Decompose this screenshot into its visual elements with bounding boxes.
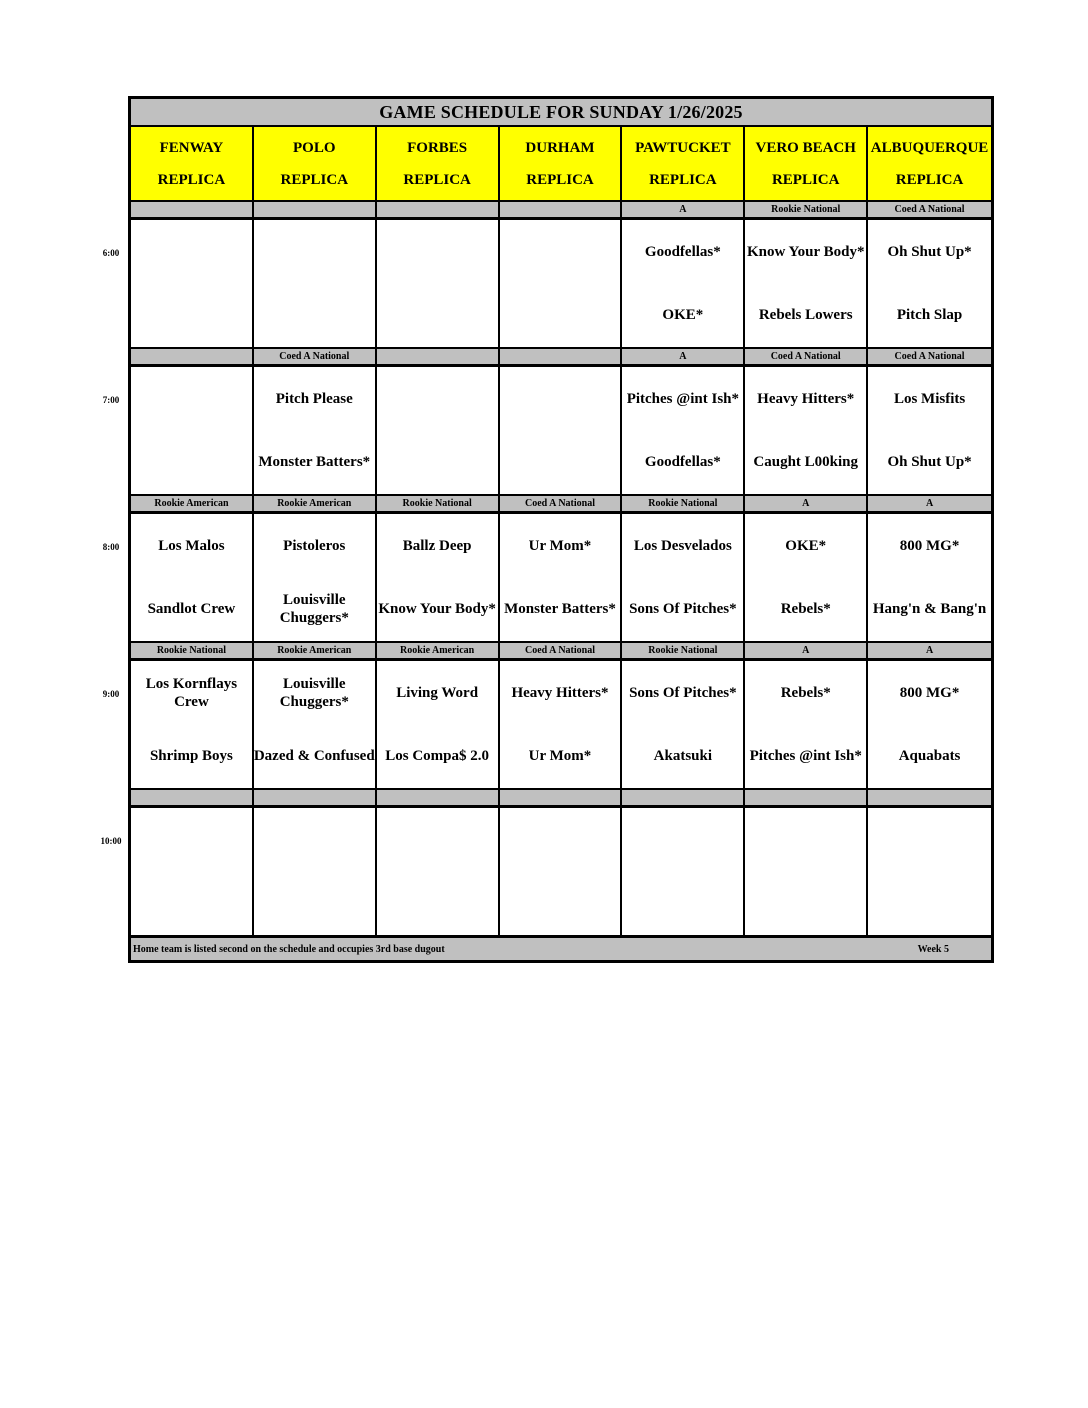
away-team <box>377 379 498 419</box>
division-label <box>622 790 745 805</box>
division-label: Rookie National <box>131 643 254 658</box>
division-label <box>500 790 623 805</box>
away-team: Heavy Hitters* <box>511 685 609 701</box>
game-cell <box>868 661 991 788</box>
game-cell <box>622 367 745 494</box>
game-cell <box>377 220 500 347</box>
game-cell <box>500 220 623 347</box>
game-cell <box>377 808 500 935</box>
away-team <box>131 379 252 419</box>
away-team: 800 MG* <box>899 685 960 701</box>
game-row <box>131 514 991 641</box>
division-row <box>131 200 991 220</box>
division-label: A <box>622 349 745 364</box>
game-cell <box>254 367 377 494</box>
away-team: Los Kornflays Crew <box>145 676 238 710</box>
division-label: A <box>868 496 991 511</box>
away-team: Pistoleros <box>283 538 346 554</box>
field-name: ALBUQUERQUE <box>870 140 989 157</box>
away-team: Oh Shut Up* <box>887 244 972 260</box>
game-cell <box>500 367 623 494</box>
field-sub: REPLICA <box>157 171 226 188</box>
home-team: Shrimp Boys <box>149 748 233 764</box>
away-team: Louisville Chuggers* <box>279 676 349 710</box>
game-row <box>131 220 991 347</box>
game-cell <box>868 514 991 641</box>
field-sub: REPLICA <box>280 171 349 188</box>
division-label: Coed A National <box>868 349 991 364</box>
division-label: A <box>622 202 745 217</box>
division-row <box>131 347 991 367</box>
field-name: POLO <box>293 140 336 157</box>
time-label: 9:00 <box>102 689 120 699</box>
away-team <box>131 232 252 272</box>
game-cell <box>868 367 991 494</box>
away-team <box>500 232 621 272</box>
home-team: Dazed & Confused <box>253 748 375 764</box>
away-team <box>254 232 375 272</box>
division-label <box>254 790 377 805</box>
field-header-fenway <box>131 127 254 200</box>
away-team <box>377 820 498 860</box>
field-sub: REPLICA <box>403 171 471 188</box>
home-team <box>377 442 498 482</box>
division-label: Rookie American <box>377 643 500 658</box>
home-team <box>131 442 252 482</box>
home-team <box>377 295 498 335</box>
time-label: 10:00 <box>100 836 122 846</box>
home-team <box>622 883 743 923</box>
field-header-row <box>131 127 991 200</box>
division-label <box>868 790 991 805</box>
field-header-durham <box>500 127 623 200</box>
home-team: Goodfellas* <box>644 454 721 470</box>
division-label: Rookie National <box>622 643 745 658</box>
week-label: Week 5 <box>917 943 949 955</box>
field-sub: REPLICA <box>649 171 717 188</box>
division-label <box>377 202 500 217</box>
division-label <box>377 349 500 364</box>
field-name: DURHAM <box>525 140 595 157</box>
field-sub: REPLICA <box>526 171 594 188</box>
away-team: Pitches @int Ish* <box>626 391 739 407</box>
division-row <box>131 494 991 514</box>
away-team <box>622 820 743 860</box>
home-team <box>868 883 991 923</box>
home-team: Caught L00king <box>753 454 859 470</box>
home-team-note: Home team is listed second on the schedule and occupies 3rd base dugout <box>133 943 445 955</box>
game-cell <box>500 514 623 641</box>
division-label: A <box>745 643 868 658</box>
time-label: 8:00 <box>102 542 120 552</box>
home-team: Rebels* <box>780 601 831 617</box>
away-team: Sons Of Pitches* <box>629 685 737 701</box>
division-label: Rookie National <box>377 496 500 511</box>
away-team <box>745 820 866 860</box>
away-team <box>377 232 498 272</box>
game-cell <box>622 514 745 641</box>
home-team <box>500 442 621 482</box>
home-team <box>131 883 252 923</box>
division-label: Rookie American <box>131 496 254 511</box>
away-team <box>500 379 621 419</box>
division-label: Rookie National <box>622 496 745 511</box>
game-cell <box>622 220 745 347</box>
away-team <box>500 820 621 860</box>
home-team <box>745 883 866 923</box>
schedule-footer <box>131 935 991 960</box>
game-cell <box>622 808 745 935</box>
division-label <box>500 349 623 364</box>
away-team <box>131 820 252 860</box>
away-team: Los Desvelados <box>633 538 732 554</box>
game-row <box>131 808 991 935</box>
field-name: FORBES <box>407 140 468 157</box>
game-cell <box>131 220 254 347</box>
away-team: Goodfellas* <box>644 244 721 260</box>
home-team: Oh Shut Up* <box>887 454 972 470</box>
away-team: Los Malos <box>158 538 225 554</box>
away-team: Living Word <box>396 685 479 701</box>
division-label: Rookie American <box>254 643 377 658</box>
away-team: 800 MG* <box>899 538 960 554</box>
away-team: Pitch Please <box>275 391 353 407</box>
game-cell <box>254 661 377 788</box>
away-team <box>868 820 991 860</box>
field-header-pawtucket <box>622 127 745 200</box>
home-team: Know Your Body* <box>378 601 496 617</box>
game-cell <box>377 661 500 788</box>
field-name: VERO BEACH <box>755 140 856 157</box>
home-team: Hang'n & Bang'n <box>872 601 987 617</box>
home-team <box>377 883 498 923</box>
game-cell <box>745 514 868 641</box>
away-team: Ur Mom* <box>528 538 592 554</box>
away-team: Ballz Deep <box>402 538 472 554</box>
time-slots <box>131 200 991 935</box>
home-team <box>500 883 621 923</box>
division-label: Rookie National <box>745 202 868 217</box>
field-name: PAWTUCKET <box>635 140 731 157</box>
division-label: Coed A National <box>254 349 377 364</box>
division-label <box>377 790 500 805</box>
game-cell <box>254 220 377 347</box>
home-team: Louisville Chuggers* <box>279 592 349 626</box>
game-cell <box>622 661 745 788</box>
division-row <box>131 641 991 661</box>
game-cell <box>500 661 623 788</box>
home-team <box>254 883 375 923</box>
home-team: Pitches @int Ish* <box>749 748 862 764</box>
away-team: Heavy Hitters* <box>757 391 855 407</box>
field-header-vero-beach <box>745 127 868 200</box>
division-label: A <box>868 643 991 658</box>
division-label: Coed A National <box>745 349 868 364</box>
game-cell <box>500 808 623 935</box>
game-cell <box>131 661 254 788</box>
division-label <box>131 790 254 805</box>
time-label: 7:00 <box>102 395 120 405</box>
game-cell <box>131 367 254 494</box>
game-cell <box>868 808 991 935</box>
game-cell <box>254 808 377 935</box>
field-header-forbes <box>377 127 500 200</box>
away-team: Rebels* <box>780 685 831 701</box>
game-cell <box>868 220 991 347</box>
schedule-title: GAME SCHEDULE FOR SUNDAY 1/26/2025 <box>131 99 991 127</box>
game-cell <box>254 514 377 641</box>
division-label: Coed A National <box>500 643 623 658</box>
game-cell <box>377 514 500 641</box>
game-cell <box>131 514 254 641</box>
time-label: 6:00 <box>102 248 120 258</box>
division-label <box>254 202 377 217</box>
home-team: Pitch Slap <box>896 307 963 323</box>
home-team: OKE* <box>662 307 704 323</box>
game-cell <box>131 808 254 935</box>
home-team: Monster Batters* <box>258 454 371 470</box>
home-team <box>131 295 252 335</box>
home-team: Ur Mom* <box>528 748 592 764</box>
division-label <box>131 349 254 364</box>
away-team: Know Your Body* <box>746 244 865 260</box>
home-team <box>254 295 375 335</box>
home-team <box>500 295 621 335</box>
home-team: Akatsuki <box>653 748 713 764</box>
division-row <box>131 788 991 808</box>
field-name: FENWAY <box>159 140 224 157</box>
division-label <box>745 790 868 805</box>
away-team: Los Misfits <box>893 391 966 407</box>
home-team: Sons Of Pitches* <box>629 601 737 617</box>
division-label: Coed A National <box>500 496 623 511</box>
game-cell <box>745 220 868 347</box>
home-team: Monster Batters* <box>504 601 616 617</box>
home-team: Rebels Lowers <box>758 307 853 323</box>
field-header-polo <box>254 127 377 200</box>
division-label: Coed A National <box>868 202 991 217</box>
field-sub: REPLICA <box>771 171 840 188</box>
field-sub: REPLICA <box>895 171 964 188</box>
division-label <box>131 202 254 217</box>
division-label <box>500 202 623 217</box>
away-team <box>254 820 375 860</box>
away-team: OKE* <box>785 538 827 554</box>
home-team: Los Compa$ 2.0 <box>385 748 490 764</box>
game-cell <box>745 808 868 935</box>
schedule-table <box>128 96 994 963</box>
home-team: Sandlot Crew <box>147 601 236 617</box>
home-team: Aquabats <box>898 748 961 764</box>
game-row <box>131 661 991 788</box>
division-label: Rookie American <box>254 496 377 511</box>
game-cell <box>377 367 500 494</box>
game-cell <box>745 367 868 494</box>
field-header-albuquerque <box>868 127 991 200</box>
division-label: A <box>745 496 868 511</box>
game-row <box>131 367 991 494</box>
game-cell <box>745 661 868 788</box>
